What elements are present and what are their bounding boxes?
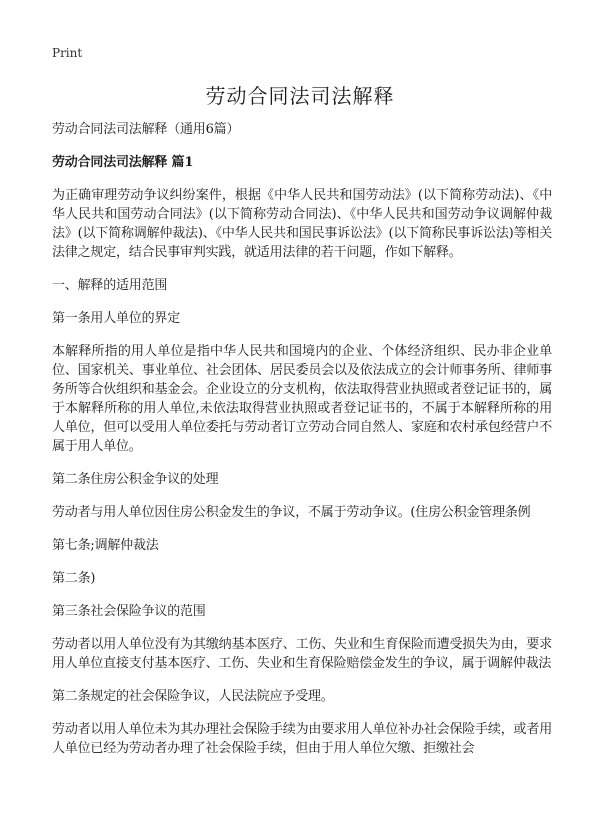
document-subtitle: 劳动合同法司法解释（通用6篇） <box>52 122 240 137</box>
reference-line: 第二条) <box>52 571 96 586</box>
article-paragraph: 第二条规定的社会保险争议，人民法院应予受理。 <box>52 689 334 704</box>
article-heading: 第一条用人单位的界定 <box>52 311 181 326</box>
reference-line: 第七条;调解仲裁法 <box>52 538 159 553</box>
article-paragraph: 劳动者与用人单位因住房公积金发生的争议，不属于劳动争议。(住房公积金管理条例 <box>52 505 531 520</box>
article-paragraph: 劳动者以用人单位未为其办理社会保险手续为由要求用人单位补办社会保险手续，或者用人单位已经为劳动者办理了社会保险手续，但由于用人单位欠缴、拒缴社会 <box>52 722 552 756</box>
print-label: Print <box>52 46 83 60</box>
part-heading: 一、解释的适用范围 <box>52 278 168 293</box>
document-body <box>52 120 552 772</box>
article-paragraph: 劳动者以用人单位没有为其缴纳基本医疗、工伤、失业和生育保险而遭受损失为由，要求用人单位直接支付基本医疗、工伤、失业和生育保险赔偿金发生的争议，属于调解仲裁法 <box>52 637 552 671</box>
section-title: 劳动合同法司法解释 篇1 <box>52 155 194 170</box>
article-paragraph: 本解释所指的用人单位是指中华人民共和国境内的企业、个体经济组织、民办非企业单位、国家机关、事业单位、社会团体、居民委员会以及依法成立的会计师事务所、律师事务所等合伙组织和基金会。企业设立的分支机构，依法取得营业执照或者登记证书的，属于本解释所称的用人单位,未依法取得营业执照或者登记证书的，不属于本解释所称的用人单位，但可以受用人单位委托与劳动者订立劳动合同自然人、家庭和农村承包经营户不属于用人单位。 <box>52 344 552 454</box>
article-heading: 第三条社会保险争议的范围 <box>52 604 206 619</box>
page-title: 劳动合同法司法解释 <box>205 84 395 108</box>
article-heading: 第二条住房公积金争议的处理 <box>52 472 219 487</box>
intro-paragraph: 为正确审理劳动争议纠纷案件，根据《中华人民共和国劳动法》(以下简称劳动法)、《中华人民共和国劳动合同法》(以下简称劳动合同法)、《中华人民共和国劳动争议调解仲裁法》(以下简称调解仲裁法)、《中华人民共和国民事诉讼法》(以下简称民事诉讼法)等相关法律之规定，结合民事审判实践，就适用法律的若干问题，作如下解释。 <box>52 188 552 260</box>
